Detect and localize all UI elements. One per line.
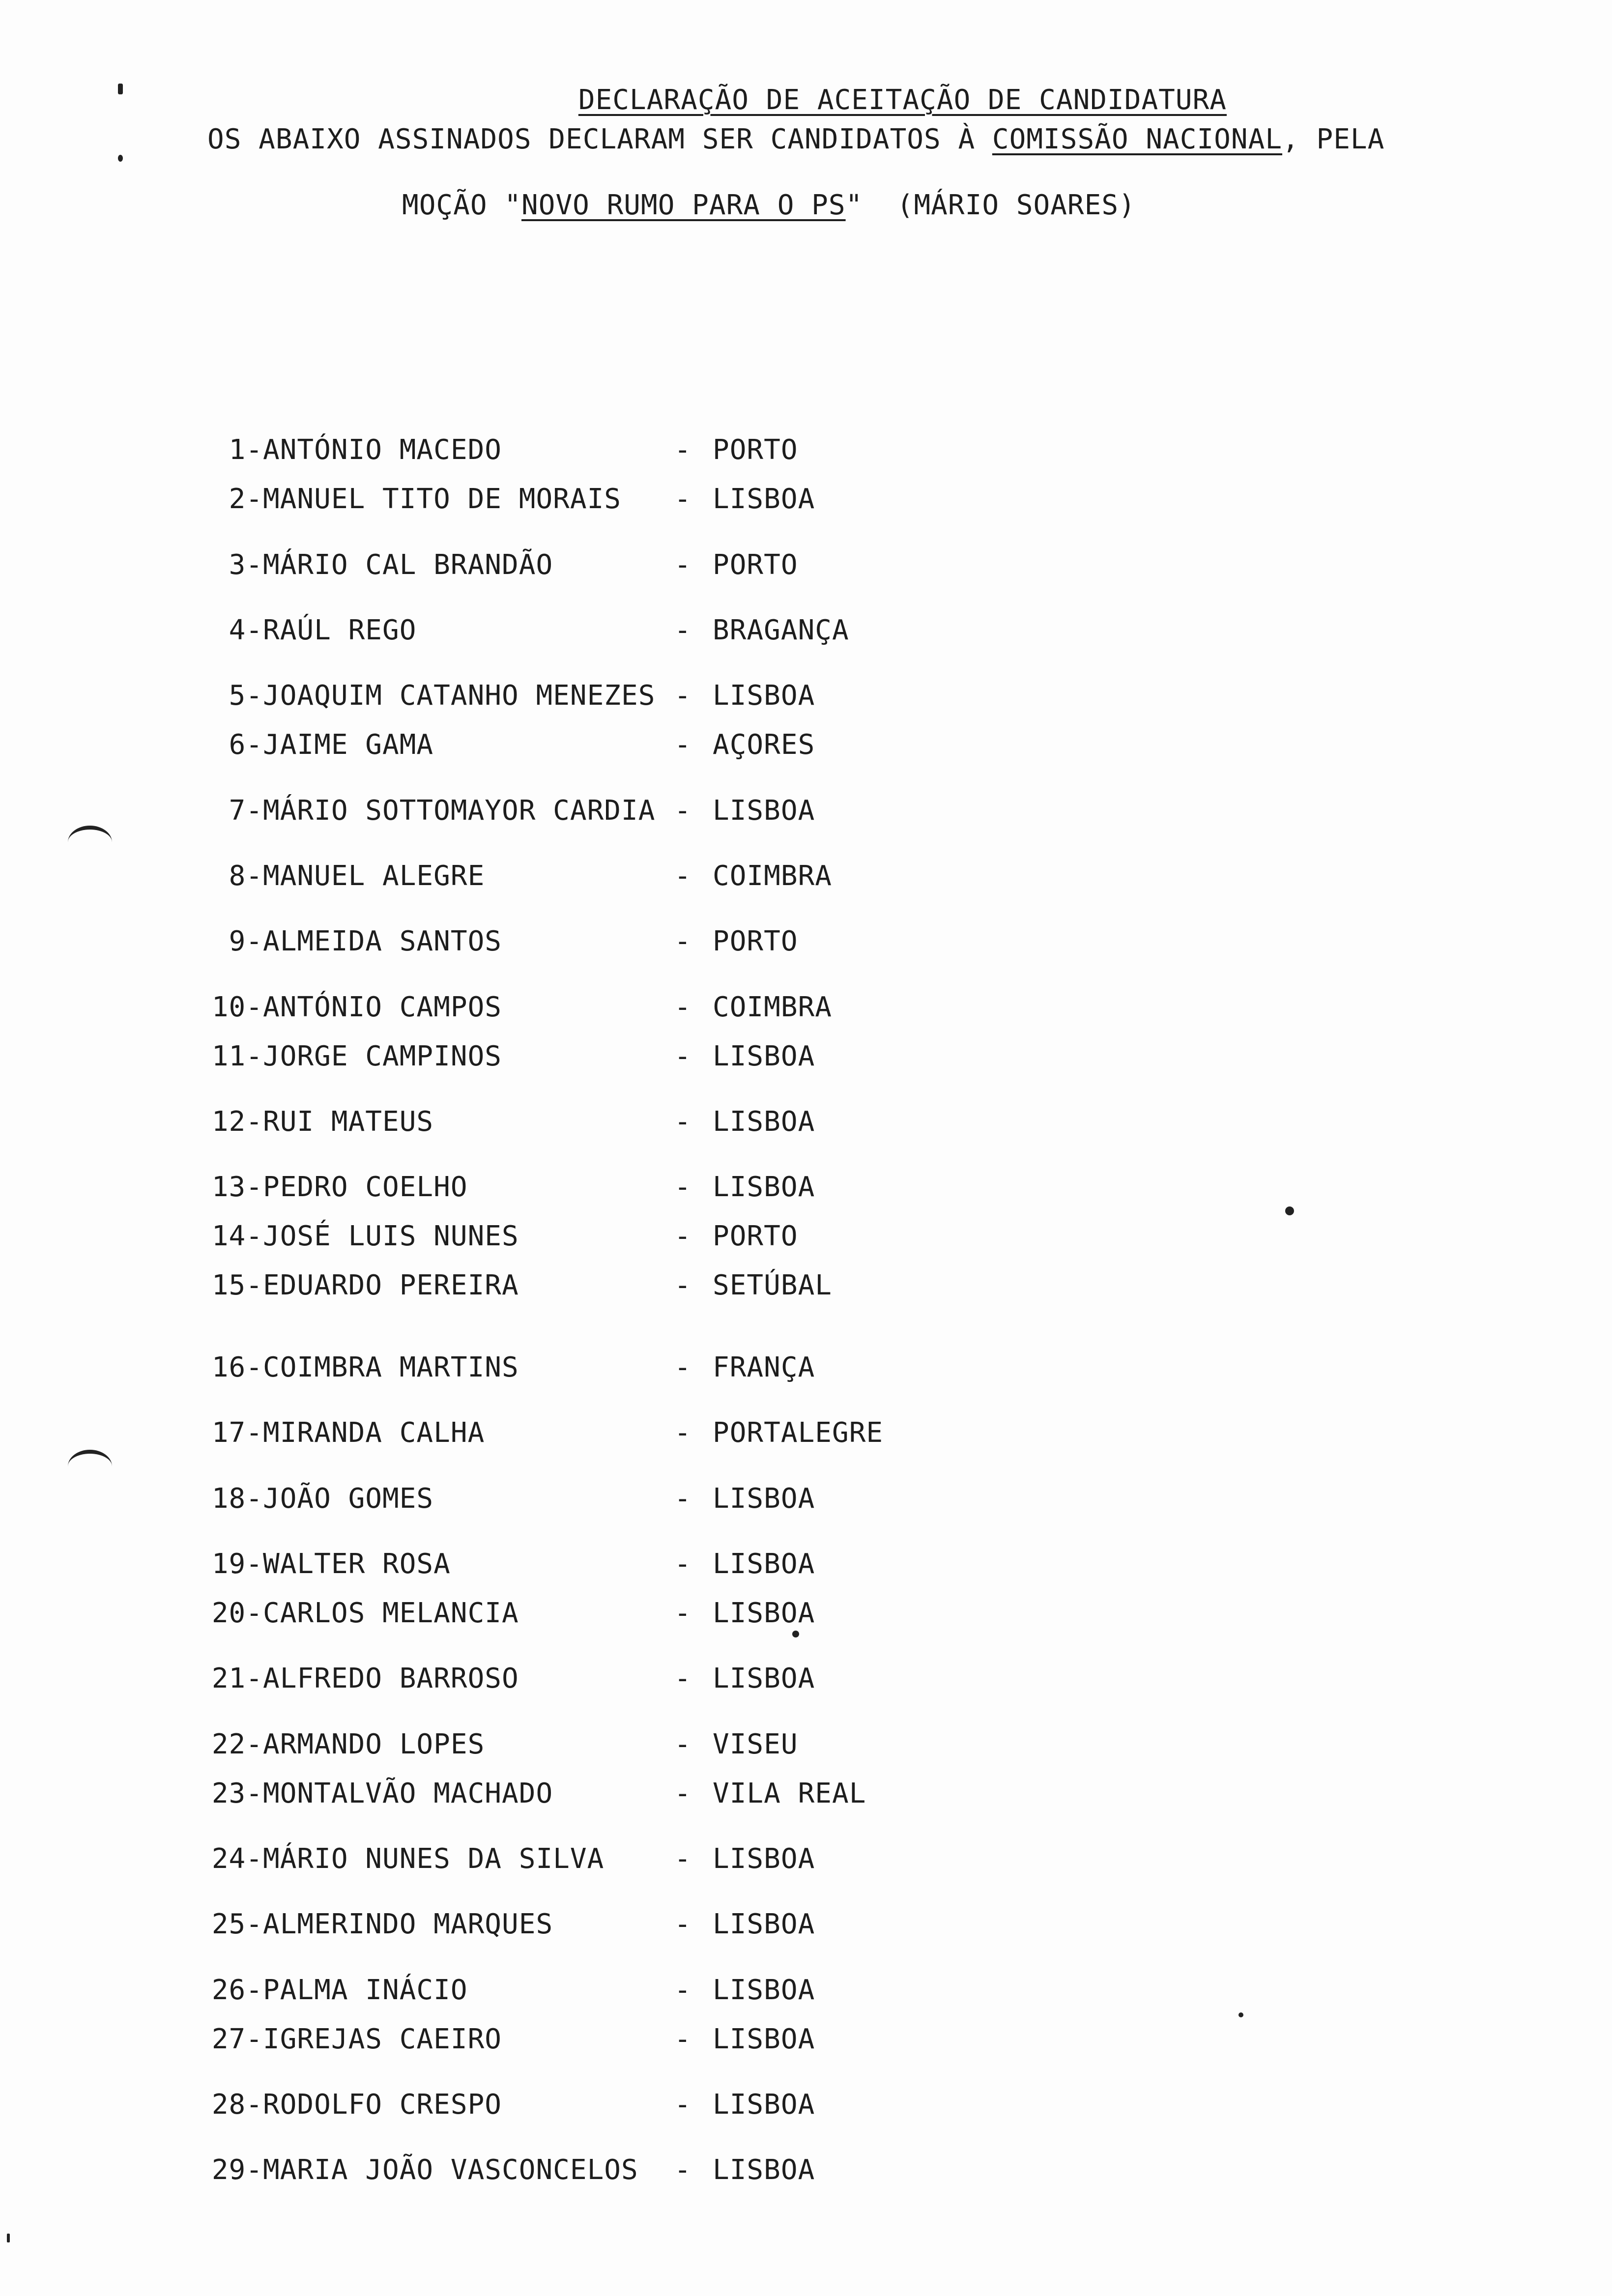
candidate-district: LISBOA: [713, 795, 815, 827]
candidate-row: [0, 1974, 1612, 2016]
candidate-name: RAÚL REGO: [263, 614, 417, 646]
candidate-district: COIMBRA: [713, 860, 833, 892]
separator-dash: -: [674, 1843, 691, 1875]
candidate-number: 25-: [211, 1908, 263, 1940]
candidate-name: MÁRIO SOTTOMAYOR CARDIA: [263, 795, 656, 827]
scan-mark: [1285, 1206, 1294, 1215]
candidate-row: [0, 682, 1612, 721]
separator-dash: -: [674, 1351, 691, 1383]
candidate-name: EDUARDO PEREIRA: [263, 1269, 519, 1301]
candidate-name: PEDRO COELHO: [263, 1171, 468, 1203]
separator-dash: -: [674, 1483, 691, 1515]
scan-mark: [118, 155, 123, 162]
separator-dash: -: [674, 1106, 691, 1138]
candidate-row: [0, 1597, 1612, 1639]
candidate-name: ALMEIDA SANTOS: [263, 925, 502, 957]
candidate-number: 3-: [229, 549, 263, 581]
candidate-row: [0, 2091, 1612, 2130]
separator-dash: -: [674, 1778, 691, 1809]
candidate-row: [0, 1485, 1612, 1524]
candidate-row: [0, 551, 1612, 591]
candidate-district: LISBOA: [713, 1106, 815, 1138]
candidate-number: 10-: [211, 991, 263, 1023]
candidate-number: 9-: [229, 925, 263, 957]
candidate-row: [0, 731, 1612, 771]
candidate-name: MONTALVÃO MACHADO: [263, 1778, 553, 1809]
candidate-row: [0, 1908, 1612, 1950]
candidate-district: LISBOA: [713, 1483, 815, 1515]
separator-dash: -: [674, 1908, 691, 1940]
candidate-name: ANTÓNIO MACEDO: [263, 434, 502, 466]
candidate-row: [0, 1171, 1612, 1213]
separator-dash: -: [674, 2154, 691, 2186]
scan-mark: [7, 2234, 10, 2242]
candidate-name: JOÃO GOMES: [263, 1483, 434, 1515]
candidate-row: [0, 1269, 1612, 1311]
separator-dash: -: [674, 1663, 691, 1694]
candidate-name: ALMERINDO MARQUES: [263, 1908, 553, 1940]
intro-line1-commission: COMISSÃO NACIONAL: [992, 123, 1283, 155]
candidate-number: 14-: [211, 1220, 263, 1252]
separator-dash: -: [674, 795, 691, 827]
candidate-number: 28-: [211, 2089, 263, 2121]
candidate-name: MANUEL TITO DE MORAIS: [263, 483, 622, 515]
candidate-district: LISBOA: [713, 2023, 815, 2055]
candidate-number: 13-: [211, 1171, 263, 1203]
candidate-district: LISBOA: [713, 1663, 815, 1694]
intro-line-1: [207, 123, 1385, 155]
candidate-number: 2-: [229, 483, 263, 515]
candidate-number: 17-: [211, 1417, 263, 1449]
candidate-number: 7-: [229, 795, 263, 827]
candidate-district: PORTO: [713, 925, 798, 957]
separator-dash: -: [674, 614, 691, 646]
scan-mark: [1238, 2012, 1243, 2017]
separator-dash: -: [674, 925, 691, 957]
separator-dash: -: [674, 1220, 691, 1252]
separator-dash: -: [674, 434, 691, 466]
candidate-row: [0, 436, 1612, 476]
candidate-row: [0, 2023, 1612, 2065]
candidate-name: WALTER ROSA: [263, 1548, 451, 1580]
candidate-name: JOSÉ LUIS NUNES: [263, 1220, 519, 1252]
separator-dash: -: [674, 729, 691, 761]
separator-dash: -: [674, 1728, 691, 1760]
candidate-district: PORTO: [713, 1220, 798, 1252]
candidate-name: MARIA JOÃO VASCONCELOS: [263, 2154, 638, 2186]
separator-dash: -: [674, 1974, 691, 2006]
separator-dash: -: [674, 1171, 691, 1203]
candidate-row: [0, 1108, 1612, 1148]
candidate-row: [0, 1550, 1612, 1590]
candidate-name: ARMANDO LOPES: [263, 1728, 485, 1760]
candidate-district: PORTO: [713, 434, 798, 466]
candidate-row: [0, 483, 1612, 525]
candidate-number: 12-: [211, 1106, 263, 1138]
candidate-row: [0, 1419, 1612, 1459]
candidate-row: [0, 1728, 1612, 1770]
separator-dash: -: [674, 1040, 691, 1072]
candidate-name: MÁRIO NUNES DA SILVA: [263, 1843, 604, 1875]
candidate-row: [0, 1220, 1612, 1262]
separator-dash: -: [674, 2089, 691, 2121]
candidate-name: IGREJAS CAEIRO: [263, 2023, 502, 2055]
intro-line2-motion: NOVO RUMO PARA O PS: [521, 189, 846, 221]
candidate-name: JORGE CAMPINOS: [263, 1040, 502, 1072]
intro-line2-part-c: " (MÁRIO SOARES): [845, 189, 1136, 221]
separator-dash: -: [674, 549, 691, 581]
candidate-name: RODOLFO CRESPO: [263, 2089, 502, 2121]
intro-line1-part-c: , PELA: [1282, 123, 1385, 155]
candidate-district: LISBOA: [713, 1548, 815, 1580]
candidate-row: [0, 797, 1612, 836]
candidate-district: FRANÇA: [713, 1351, 815, 1383]
candidate-name: PALMA INÁCIO: [263, 1974, 468, 2006]
candidate-number: 23-: [211, 1778, 263, 1809]
candidate-number: 11-: [211, 1040, 263, 1072]
intro-line1-part-a: OS ABAIXO ASSINADOS DECLARAM SER CANDIDATOS À: [207, 123, 992, 155]
candidate-district: VILA REAL: [713, 1778, 866, 1809]
separator-dash: -: [674, 1548, 691, 1580]
candidate-name: COIMBRA MARTINS: [263, 1351, 519, 1383]
candidate-number: 20-: [211, 1597, 263, 1629]
candidate-district: LISBOA: [713, 1908, 815, 1940]
candidate-number: 15-: [211, 1269, 263, 1301]
candidate-number: 26-: [211, 1974, 263, 2006]
candidate-district: LISBOA: [713, 1843, 815, 1875]
candidate-name: MÁRIO CAL BRANDÃO: [263, 549, 553, 581]
candidate-district: AÇORES: [713, 729, 815, 761]
candidate-name: MANUEL ALEGRE: [263, 860, 485, 892]
candidate-district: BRAGANÇA: [713, 614, 849, 646]
candidate-name: RUI MATEUS: [263, 1106, 434, 1138]
separator-dash: -: [674, 1269, 691, 1301]
candidate-district: LISBOA: [713, 1040, 815, 1072]
candidate-name: ALFREDO BARROSO: [263, 1663, 519, 1694]
candidate-district: PORTALEGRE: [713, 1417, 884, 1449]
candidate-row: [0, 1351, 1612, 1393]
candidate-name: JAIME GAMA: [263, 729, 434, 761]
candidate-district: VISEU: [713, 1728, 798, 1760]
candidate-number: 19-: [211, 1548, 263, 1580]
candidate-name: ANTÓNIO CAMPOS: [263, 991, 502, 1023]
candidate-row: [0, 1040, 1612, 1082]
scan-mark: [118, 84, 123, 94]
intro-line2-part-a: MOÇÃO ": [402, 189, 522, 221]
candidate-row: [0, 1665, 1612, 1704]
candidate-row: [0, 2156, 1612, 2196]
candidate-number: 1-: [229, 434, 263, 466]
candidate-row: [0, 991, 1612, 1033]
candidate-row: [0, 925, 1612, 967]
separator-dash: -: [674, 860, 691, 892]
candidate-number: 24-: [211, 1843, 263, 1875]
candidate-row: [0, 614, 1612, 656]
candidate-name: CARLOS MELANCIA: [263, 1597, 519, 1629]
intro-line-2: [402, 189, 1136, 221]
candidate-district: LISBOA: [713, 1974, 815, 2006]
candidate-district: LISBOA: [713, 2089, 815, 2121]
candidate-number: 22-: [211, 1728, 263, 1760]
separator-dash: -: [674, 991, 691, 1023]
candidate-row: [0, 862, 1612, 902]
candidate-district: COIMBRA: [713, 991, 833, 1023]
candidate-district: LISBOA: [713, 1171, 815, 1203]
candidate-number: 21-: [211, 1663, 263, 1694]
candidate-number: 6-: [229, 729, 263, 761]
candidate-district: SETÚBAL: [713, 1269, 833, 1301]
candidate-row: [0, 1780, 1612, 1819]
candidate-number: 8-: [229, 860, 263, 892]
candidate-district: PORTO: [713, 549, 798, 581]
separator-dash: -: [674, 680, 691, 712]
candidate-name: MIRANDA CALHA: [263, 1417, 485, 1449]
candidate-row: [0, 1845, 1612, 1885]
candidate-name: JOAQUIM CATANHO MENEZES: [263, 680, 656, 712]
candidate-number: 27-: [211, 2023, 263, 2055]
candidate-district: LISBOA: [713, 680, 815, 712]
title-text: DECLARAÇÃO DE ACEITAÇÃO DE CANDIDATURA: [578, 84, 1227, 116]
candidate-number: 4-: [229, 614, 263, 646]
separator-dash: -: [674, 2023, 691, 2055]
separator-dash: -: [674, 1597, 691, 1629]
candidate-district: LISBOA: [713, 1597, 815, 1629]
scan-mark: [68, 1450, 112, 1483]
candidate-number: 5-: [229, 680, 263, 712]
scan-mark: [792, 1631, 799, 1637]
candidate-district: LISBOA: [713, 2154, 815, 2186]
scan-mark: [68, 826, 112, 859]
candidate-number: 29-: [211, 2154, 263, 2186]
separator-dash: -: [674, 1417, 691, 1449]
candidate-number: 16-: [211, 1351, 263, 1383]
separator-dash: -: [674, 483, 691, 515]
candidate-district: LISBOA: [713, 483, 815, 515]
candidate-number: 18-: [211, 1483, 263, 1515]
